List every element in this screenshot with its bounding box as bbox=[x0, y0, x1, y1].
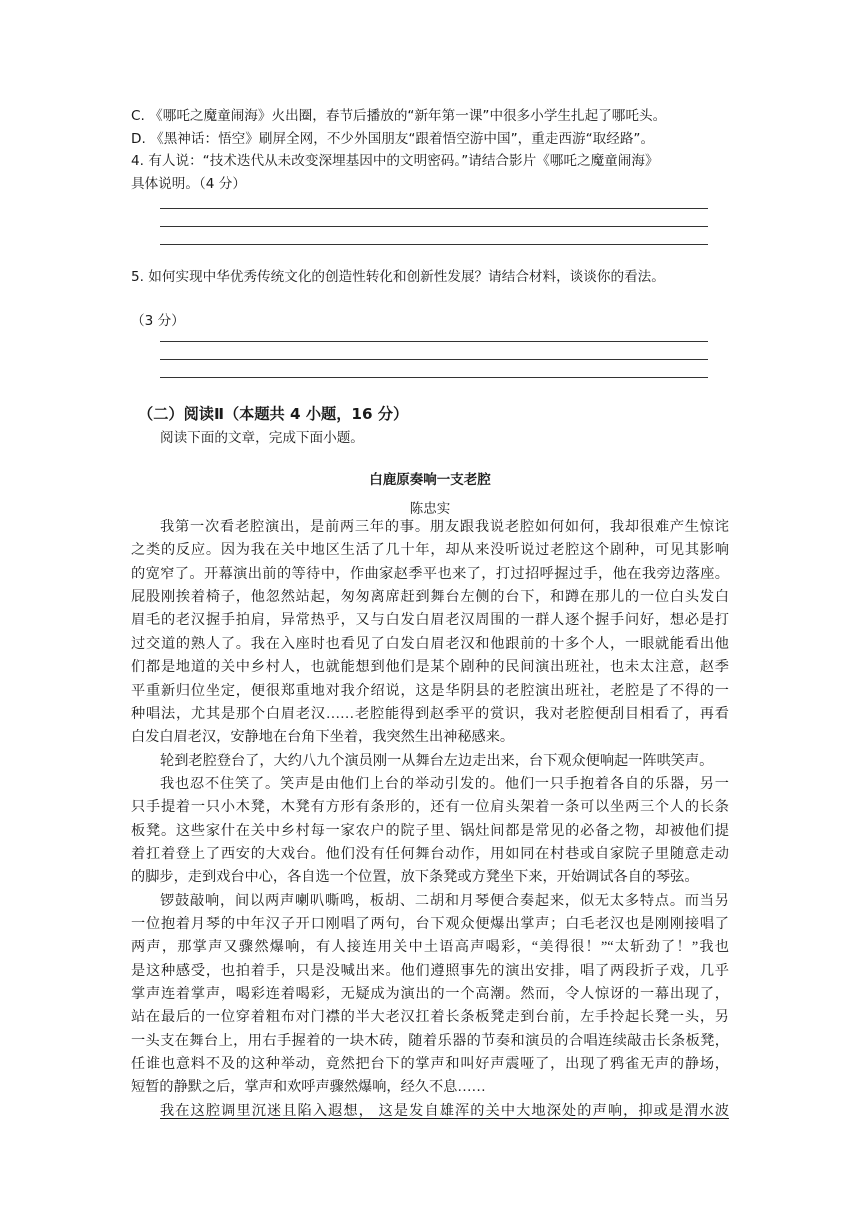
answer-line bbox=[160, 244, 708, 245]
article-line: 板凳。这些家什在关中乡村每一家农户的院子里、锅灶间都是常见的必备之物，却被他们提 bbox=[131, 822, 729, 839]
article-line: 白发白眉老汉，安静地在台角下坐着，我突然生出神秘感来。 bbox=[131, 729, 515, 746]
answer-line bbox=[160, 208, 708, 209]
answer-line bbox=[160, 377, 708, 378]
article-line: 一位抱着月琴的中年汉子开口刚唱了两句，台下观众便爆出掌声；白毛老汉也是刚刚接唱了 bbox=[131, 916, 729, 932]
article-line: 轮到老腔登台了，大约八九个演员刚一从舞台左边走出来，台下观众便响起一阵哄笑声。 bbox=[160, 752, 714, 769]
article-line: 我第一次看老腔演出，是前两三年的事。朋友跟我说老腔如何如何，我却很难产生惊诧 bbox=[160, 519, 729, 535]
section-instruction: 阅读下面的文章，完成下面小题。 bbox=[160, 430, 364, 446]
article-line: 是这种感受，也拍着手，只是没喊出来。他们遵照事先的演出安排，唱了两段折子戏，几乎 bbox=[131, 962, 729, 979]
article-line: 着扛着登上了西安的大戏台。他们没有任何舞台动作，用如同在村巷或自家院子里随意走动 bbox=[131, 845, 729, 862]
option-c: C. 《哪吒之魔童闹海》火出圈，春节后播放的“新年第一课”中很多小学生扎起了哪吒头。 bbox=[131, 108, 667, 124]
article-line: 掌声连着掌声，喝彩连着喝彩，无疑成为演出的一个高潮。然而，令人惊讶的一幕出现了， bbox=[131, 986, 729, 1002]
article-line: 的宽窄了。开幕演出前的等待中，作曲家赵季平也来了，打过招呼握过手，他在我旁边落座。 bbox=[131, 565, 729, 582]
article-line: 过交道的熟人了。我在入座时也看见了白发白眉老汉和他跟前的十多个人，一眼就能看出他 bbox=[131, 635, 729, 652]
article-line: 两声，那掌声又骤然爆响，有人接连用关中土语高声喝彩，“美得很！”“太斩劲了！”我也 bbox=[131, 939, 729, 956]
question-5-line-1: 5. 如何实现中华优秀传统文化的创造性转化和创新性发展？请结合材料，谈谈你的看法。 bbox=[131, 269, 665, 285]
article-line: 锣鼓敲响，间以两声喇叭嘶鸣，板胡、二胡和月琴便合奏起来，似无太多特点。而当另 bbox=[160, 892, 729, 909]
article-line: 任谁也意料不及的这种举动，竟然把台下的掌声和叫好声震哑了，出现了鸦雀无声的静场， bbox=[131, 1056, 729, 1073]
article-line: 只手提着一只小木凳，木凳有方形有条形的，还有一位肩头架着一条可以坐两三个人的长条 bbox=[131, 799, 729, 816]
article-author: 陈忠实 bbox=[409, 501, 451, 517]
answer-line bbox=[160, 359, 708, 360]
article-line: 之类的反应。因为我在关中地区生活了几十年，却从来没听说过老腔这个剧种，可见其影响 bbox=[131, 542, 729, 559]
answer-line bbox=[160, 226, 708, 227]
article-line: 种唱法，尤其是那个白眉老汉……老腔能得到赵季平的赏识，我对老腔便刮目相看了，再看 bbox=[131, 705, 729, 722]
article-line: 一头支在舞台上，用右手握着的一块木砖，随着乐器的节奏和演员的合唱连续敲击长条板凳， bbox=[131, 1032, 729, 1049]
section-heading: （二）阅读Ⅱ（本题共 4 小题，16 分） bbox=[138, 405, 409, 423]
article-line: 我也忍不住笑了。笑声是由他们上台的举动引发的。他们一只手抱着各自的乐器，另一 bbox=[160, 775, 729, 792]
option-d: D. 《黑神话：悟空》刷屏全网，不少外国朋友“跟着悟空游中国”，重走西游“取经路”。 bbox=[131, 131, 655, 147]
article-line: 站在最后的一位穿着粗布对门襟的半大老汉扛着长条板凳走到台前，左手拎起长凳一头，另 bbox=[131, 1009, 729, 1026]
question-5-line-2: （3 分） bbox=[131, 313, 185, 329]
article-line: 我在这腔调里沉迷且陷入遐想， 这是发自雄浑的关中大地深处的声响，抑或是渭水波 bbox=[160, 1102, 729, 1119]
article-line: 们都是地道的关中乡村人，也就能想到他们是某个剧种的民间演出班社，也未太注意，赵季 bbox=[131, 659, 729, 676]
article-line: 眉毛的老汉握手拍肩，异常热乎，又与白发白眉老汉周围的一群人逐个握手问好，想必是打 bbox=[131, 612, 729, 629]
answer-line bbox=[160, 341, 708, 342]
article-line: 的脚步，走到戏台中心，各自选一个位置，放下条凳或方凳坐下来，开始调试各自的琴弦。 bbox=[131, 869, 699, 886]
question-4-line-1: 4. 有人说：“技术迭代从未改变深埋基因中的文明密码。”请结合影片《哪吒之魔童闹海》 bbox=[131, 153, 659, 169]
article-line: 平重新归位坐定，便很郑重地对我介绍说，这是华阴县的老腔演出班社，老腔是了不得的一 bbox=[131, 682, 729, 699]
question-4-line-2: 具体说明。（4 分） bbox=[131, 176, 246, 192]
article-title: 白鹿原奏响一支老腔 bbox=[369, 472, 491, 488]
article-line: 屁股刚挨着椅子，他忽然站起，匆匆离席赶到舞台左侧的台下，和蹲在那儿的一位白头发白 bbox=[131, 589, 729, 605]
article-line: 短暂的静默之后，掌声和欢呼声骤然爆响，经久不息…… bbox=[131, 1079, 486, 1096]
